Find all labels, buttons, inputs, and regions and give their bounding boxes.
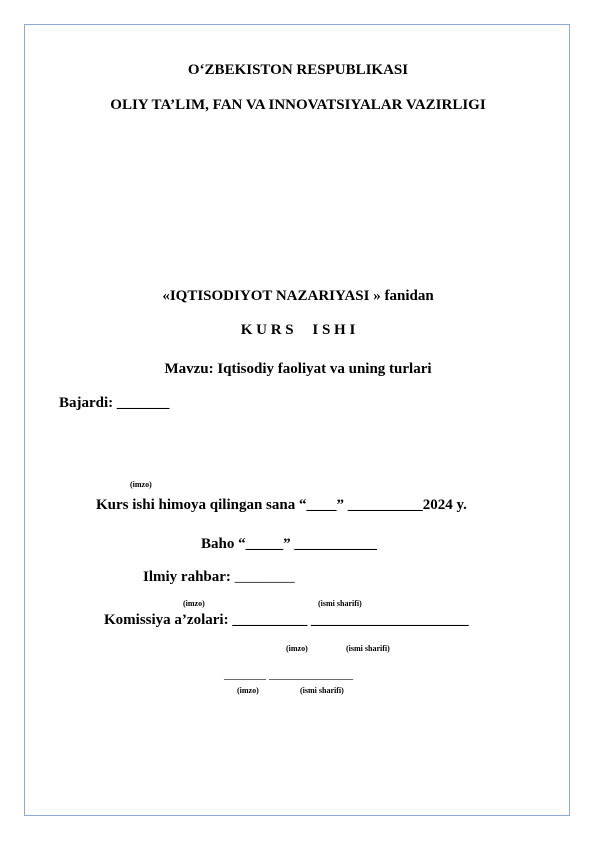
subject-line: «IQTISODIYOT NAZARIYASI » fanidan (162, 288, 434, 304)
grade-blank-1: _____ (245, 536, 284, 552)
commission-name-caption-2: (ismi sharifi) (300, 686, 344, 695)
defense-date-line (96, 497, 467, 514)
commission-sign-caption-2: (imzo) (237, 686, 259, 695)
page-border (24, 24, 570, 816)
commission-label: Komissiya a’zolari: (104, 612, 229, 628)
doc-type-title: K U R S I S H I (240, 322, 356, 338)
supervisor-label: Ilmiy rahbar: (143, 569, 231, 585)
performer-line (59, 395, 169, 412)
commission-second-line (224, 667, 353, 682)
topic-line: Mavzu: Iqtisodiy faoliyat va uning turlari (164, 361, 432, 377)
supervisor-line (143, 569, 295, 586)
commission-blank-2: _____________________ (311, 612, 469, 628)
grade-blank-2: ___________ (294, 536, 377, 552)
commission-blank-3: _______ (224, 667, 266, 681)
supervisor-sign-caption: (imzo) (183, 599, 205, 608)
supervisor-name-caption: (ismi sharifi) (318, 599, 362, 608)
defense-year: 2024 y. (422, 497, 467, 513)
performer-blank: _______ (116, 395, 170, 411)
performer-sign-caption: (imzo) (130, 480, 152, 489)
commission-line (104, 612, 469, 629)
commission-blank-4: ______________ (269, 667, 353, 681)
republic-title: O‘ZBEKISTON RESPUBLIKASI (187, 62, 409, 78)
commission-blank-1: __________ (232, 612, 308, 628)
defense-month-blank: __________ (347, 497, 423, 513)
defense-day-blank: ____ (306, 497, 337, 513)
grade-prefix: Baho “ (201, 536, 246, 552)
ministry-title: OLIY TA’LIM, FAN VA INNOVATSIYALAR VAZIRLIGI (110, 97, 486, 113)
supervisor-blank: ________ (234, 569, 295, 585)
performer-label: Bajardi: (59, 395, 114, 411)
grade-line (201, 536, 377, 553)
grade-mid: ” (283, 536, 295, 552)
commission-sign-caption-1: (imzo) (286, 644, 308, 653)
commission-name-caption-1: (ismi sharifi) (346, 644, 390, 653)
defense-date-mid: ” (336, 497, 348, 513)
defense-date-prefix: Kurs ishi himoya qilingan sana “ (96, 497, 307, 513)
